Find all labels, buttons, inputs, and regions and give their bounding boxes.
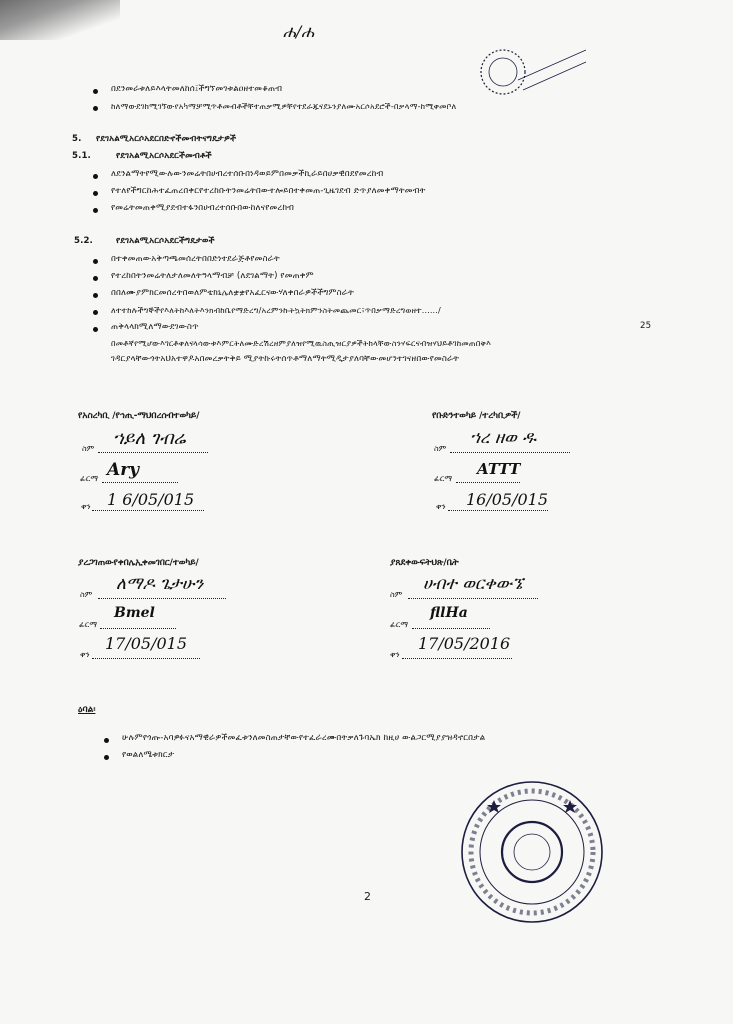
official-round-stamp [458, 778, 606, 926]
bullet-dot [104, 738, 109, 743]
signature-line [412, 628, 490, 629]
bullet-dot [93, 89, 98, 94]
signature-label: የአስረካቢ /የኅጢ-ማህበረሰብተወካይ/ [78, 411, 200, 421]
signature-prefix: ፊርማ [390, 620, 409, 629]
section-title: የደገአልሚአርሶአደርበድኖችመብትናግዴታዎች [96, 134, 237, 144]
name-line [450, 452, 570, 453]
duties-item: በተቀመጠውአቅጣጫመሰረትበበድነተደራጅቶየመስራት [111, 254, 280, 264]
top-scribble: ሐ/ሐ [283, 22, 315, 41]
duties-continuation: ገዳርያላቸውጎትአህአተዋዶአበመረቃትቅይ ሚያትኩሩትሰጥቶማለማትሚዲታያለባቸውመሆንተገናዘበውየመስራት [111, 354, 460, 364]
rights-item: የተለየችግርከሕተፈጠረበቀርየተረከቡትንመሬትበውተሎይበተቀመጠ-ጊዜገደብ ድጥያለመቀማትመብት [111, 186, 426, 196]
name-prefix: ስም [80, 590, 93, 599]
date-prefix: ቀን [80, 650, 90, 659]
date-line [92, 658, 200, 659]
name-line [98, 598, 226, 599]
subsection-number: 5.2. [74, 236, 93, 246]
handwritten-signature: Ary [107, 460, 140, 480]
top-round-stamp [468, 40, 588, 100]
date-line [92, 510, 204, 511]
signed-date: 17/05/015 [105, 634, 188, 653]
name-prefix: ስም [82, 444, 95, 453]
duties-item: ጠቅላላክሚለማውደገውስጥ [111, 322, 199, 332]
date-prefix: ቀን [81, 502, 91, 511]
subsection-title: የደገአልሚአርሶአደርችግዴታወች [116, 236, 215, 246]
header-bullet-text: በደንመራቱለይእላትመለከሰ፤ችግኘመገቱልዐዘተመቆጠብ [111, 84, 283, 94]
bullet-dot [93, 310, 98, 315]
name-prefix: ስም [434, 444, 447, 453]
signature-line [102, 482, 178, 483]
bullet-dot [93, 191, 98, 196]
rights-item: ለደንልማትየሚውሉውንመሬትበሀብረተሰቡበነዳወይምበመቃችኪራይበሀቃዊበደየመረከብ [111, 169, 384, 179]
handwritten-signature: ATTT [477, 460, 521, 478]
signature-prefix: ፊርማ [80, 474, 99, 483]
handwritten-signature: fllHa [430, 605, 468, 621]
signature-label: ያጸደቀውፍትህጽ/ቤት [390, 558, 459, 568]
bullet-dot [93, 276, 98, 281]
signer-name: ለማዶ ጌታሁን [116, 574, 204, 594]
duties-item: የተረከበትንመሬትለታለመለትዓላማብቻ (ለደገልማት) የመጠቀም [111, 271, 314, 281]
note-item: ሁሉምየጎጡ-አባዎፉናአማዊራዎችመፈቱንለመስጠታቸውየተፈራረሙበትቃለጉባኤክ ከዚሀ ውልጋርሚያያዝዳኖርበታል [122, 733, 486, 743]
date-prefix: ቀን [436, 502, 446, 511]
signed-date: 16/05/015 [466, 490, 549, 509]
note-label: ዕባል፡ [78, 705, 96, 715]
bullet-dot [93, 106, 98, 111]
bullet-dot [104, 755, 109, 760]
signed-date: 17/05/2016 [418, 634, 511, 653]
duties-item: ለተተከሉችግኞችየእለትከእለትእንክብከቤየማድረግ/አረምንኩትኳትክምንስትመጨመር፣ጥበቃማድረግወዘተ....../ [111, 305, 441, 315]
bullet-dot [93, 208, 98, 213]
subsection-number: 5.1. [72, 151, 91, 161]
signer-name: ኀረ ዘወ ዱ [470, 428, 537, 448]
handwritten-signature: Bmel [114, 605, 155, 621]
duties-item: በበለሙያምክርመሰረትበወለምቴክኒሌለቋቋየአፈርናውሃለቀበራዎችችግምስራት [111, 288, 354, 298]
signature-label: ያረጋገጠውየቀበሌኢቀመገበር/ተወካይ/ [78, 558, 199, 568]
page-number: 2 [364, 890, 371, 903]
signature-prefix: ፊርማ [79, 620, 98, 629]
date-line [448, 510, 548, 511]
signed-date: 1 6/05/015 [107, 490, 195, 509]
name-line [408, 598, 538, 599]
bullet-dot [93, 174, 98, 179]
signature-label: የቡድንተወካይ /ተረካቢዎች/ [432, 411, 521, 421]
header-bullet-text: ከለማውደገከሚገኘውየአካማቻሚጥቶመብቶችቸተጠቃሚዎቸየተደራጁናደኑንያለሙአርሶአደሮች-በቃላማ-ከሚቀመቦለ [111, 101, 457, 111]
bullet-dot [93, 259, 98, 264]
subsection-title: የደገአልሚአርሶአደርችመብቶች [116, 151, 212, 161]
name-line [98, 452, 208, 453]
signer-name: ኀይለ ገብሬ [113, 428, 186, 449]
margin-number: 25 [640, 321, 652, 331]
duties-continuation: በመቶኛየሚሆውእገርቶቀለናላሳውቱእምርትለሙድረሽረዘምያለዝየሚዉስጢዝርያዎችትከላቸውስንሃፍርናብዝሃህይቶገከመጠበቅእ [111, 338, 492, 348]
signer-name: ሀብተ ወርቀውኜ [423, 574, 524, 594]
signature-line [100, 628, 176, 629]
name-prefix: ስም [390, 590, 403, 599]
date-line [402, 658, 512, 659]
bullet-dot [93, 327, 98, 332]
rights-item: የመሬትመጠቀሚያደብተፋንበሀብረተሰቡበውከለናየመረከብ [111, 203, 295, 213]
section-number: 5. [72, 134, 82, 144]
date-prefix: ቀን [390, 650, 400, 659]
note-item: የወልለሜቱክርታ [122, 750, 175, 760]
signature-line [456, 482, 520, 483]
scan-shadow [0, 0, 120, 40]
signature-prefix: ፊርማ [434, 474, 453, 483]
bullet-dot [93, 293, 98, 298]
